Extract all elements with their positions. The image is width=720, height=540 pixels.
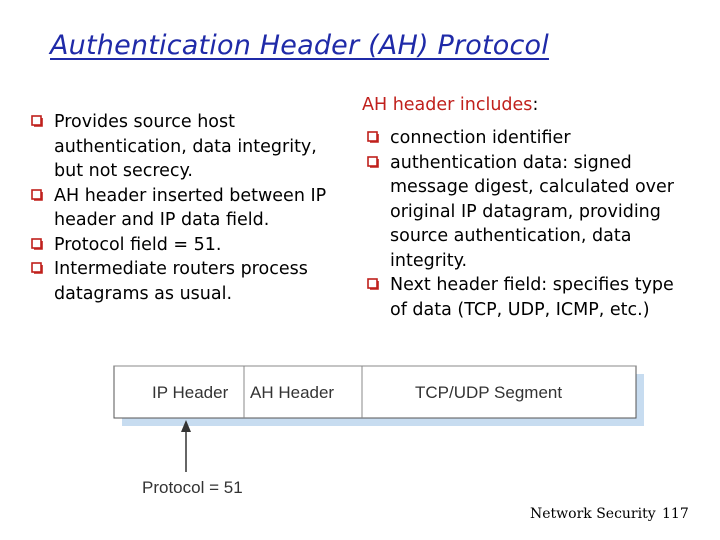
right-bullet-item (362, 126, 692, 151)
right-bullet-item (362, 273, 692, 322)
bullet-box-icon (367, 278, 379, 290)
ah-header-label: AH Header (250, 383, 335, 402)
page-number: 117 (662, 506, 689, 522)
left-bullet-text: Provides source host authentication, data integrity, but not secrecy. (54, 112, 317, 181)
right-bullet-list (362, 126, 692, 322)
left-bullet-item (26, 110, 346, 184)
right-heading-text: AH header includes (362, 95, 533, 115)
right-bullet-item (362, 151, 692, 274)
right-heading (362, 95, 538, 115)
bullet-box-icon (31, 238, 43, 250)
tcp-udp-segment-label: TCP/UDP Segment (415, 383, 563, 402)
packet-diagram (100, 360, 660, 510)
protocol-label: Protocol = 51 (142, 478, 243, 497)
left-bullet-item (26, 184, 346, 233)
right-bullet-text: authentication data: signed message digest, calculated over original IP datagram, providing source authentication, data integrity. (390, 152, 674, 271)
right-bullet-text: connection identifier (390, 128, 571, 148)
bullet-box-icon (367, 156, 379, 168)
left-bullet-text: AH header inserted between IP header and IP data field. (54, 185, 327, 230)
bullet-box-icon (31, 262, 43, 274)
right-bullet-text: Next header field: specifies type of data (TCP, UDP, ICMP, etc.) (390, 275, 674, 320)
bullet-box-icon (31, 189, 43, 201)
left-bullet-text: Intermediate routers process datagrams as usual. (54, 259, 308, 304)
slide-title: Authentication Header (AH) Protocol (50, 30, 549, 61)
ip-header-label: IP Header (152, 383, 229, 402)
left-bullet-item (26, 233, 346, 258)
footer-label: Network Security (530, 506, 656, 522)
left-bullet-item (26, 257, 346, 306)
right-heading-colon: : (532, 95, 539, 115)
bullet-box-icon (367, 131, 379, 143)
left-bullet-text: Protocol field = 51. (54, 234, 222, 255)
bullet-box-icon (31, 115, 43, 127)
left-bullet-list (26, 110, 346, 306)
